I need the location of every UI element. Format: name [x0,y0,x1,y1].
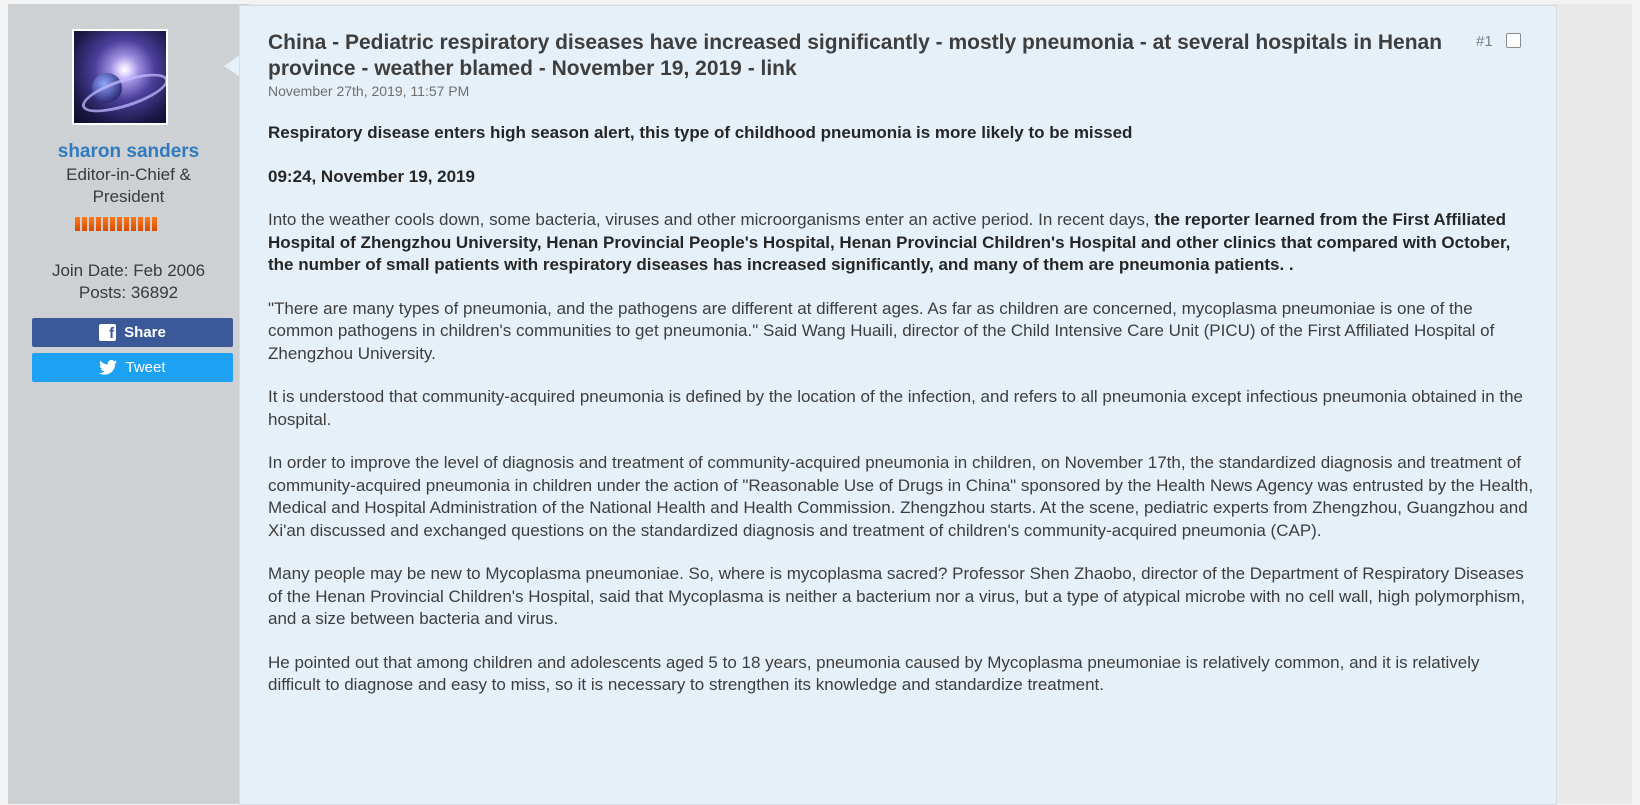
avatar[interactable] [72,29,168,125]
paragraph-2: "There are many types of pneumonia, and the pathogens are different at different ages. As far as children are concerned, mycoplasma pneumoniae is one of the common pathogens in children's communities to get pneumonia." Said Wang Huaili, director of the Child Intensive Care Unit (PICU) of the First Affiliated Hospital of Zhengzhou University. [268,298,1495,363]
user-info-panel [8,4,249,804]
user-title: Editor-in-Chief & President [66,165,191,206]
tweet-label: Tweet [125,359,166,376]
post-count: Posts: 36892 [78,283,179,302]
paragraph-4: In order to improve the level of diagnosis and treatment of community-acquired pneumonia in children, on November 17th, the standardized diagnosis and treatment of community-acquired pneumonia in children under the action of "Reasonable Use of Drugs in China" sponsored by the Health News Agency was entrusted by the Health, Medical and Hospital Administration of the National Health and Health Commission. Zhengzhou starts. At the scene, pediatric experts from Zhengzhou, Guangzhou and Xi'an discussed and exchanged questions on the standardized diagnosis and treatment of children's community-acquired pneumonia (CAP). [268,453,1534,540]
tweet-button[interactable] [32,353,233,382]
post-title: China - Pediatric respiratory diseases have increased significantly - mostly pneumonia - at several hospitals in Henan province - weather blamed - November 19, 2019 - link [268,31,1443,80]
article-timestamp: 09:24, November 19, 2019 [268,166,475,186]
planet-ring-graphic [78,66,168,120]
twitter-icon [99,360,117,375]
post-body [268,122,1534,718]
facebook-share-button[interactable] [32,318,233,347]
user-stats [8,260,249,304]
post-container [239,5,1557,805]
article-heading: Respiratory disease enters high season alert, this type of childhood pneumonia is more likely to be missed [268,123,1133,142]
post-pointer-arrow [224,55,240,77]
facebook-icon: f [99,324,116,341]
reputation-bar [75,217,157,231]
paragraph-1-text: Into the weather cools down, some bacteria, viruses and other microorganisms enter an active period. In recent days, [268,210,1155,229]
share-label: Share [124,324,166,341]
paragraph-1 [268,209,1534,277]
paragraph-3: It is understood that community-acquired pneumonia is defined by the location of the infection, and refers to all pneumonia except infectious pneumonia obtained in the hospital. [268,387,1524,429]
paragraph-1-bold: the reporter learned from the First Affiliated Hospital of Zhengzhou University, Henan Provincial People's Hospital, Henan Provincial Children's Hospital and other clinics that compared with October, the number of small patients with respiratory diseases has increased significantly, and many of them are pneumonia patients. . [268,210,1511,274]
paragraph-6: He pointed out that among children and adolescents aged 5 to 18 years, pneumonia caused by Mycoplasma pneumoniae is relatively common, and it is relatively difficult to diagnose and easy to miss, so it is necessary to strengthen its knowledge and standardize treatment. [268,652,1480,694]
paragraph-5: Many people may be new to Mycoplasma pneumoniae. So, where is mycoplasma sacred? Professor Shen Zhaobo, director of the Department of Respiratory Diseases of the Henan Provincial Children's Hospital, said that Mycoplasma is neither a bacterium nor a virus, but a type of atypical microbe with no cell wall, high polymorphism, and a size between bacteria and virus. [268,564,1526,628]
username-link[interactable]: sharon sanders [57,141,200,162]
post-number-link[interactable]: #1 [1476,33,1493,50]
post-select-checkbox[interactable] [1506,33,1521,48]
join-date: Join Date: Feb 2006 [51,261,206,280]
post-date: November 27th, 2019, 11:57 PM [268,83,470,99]
